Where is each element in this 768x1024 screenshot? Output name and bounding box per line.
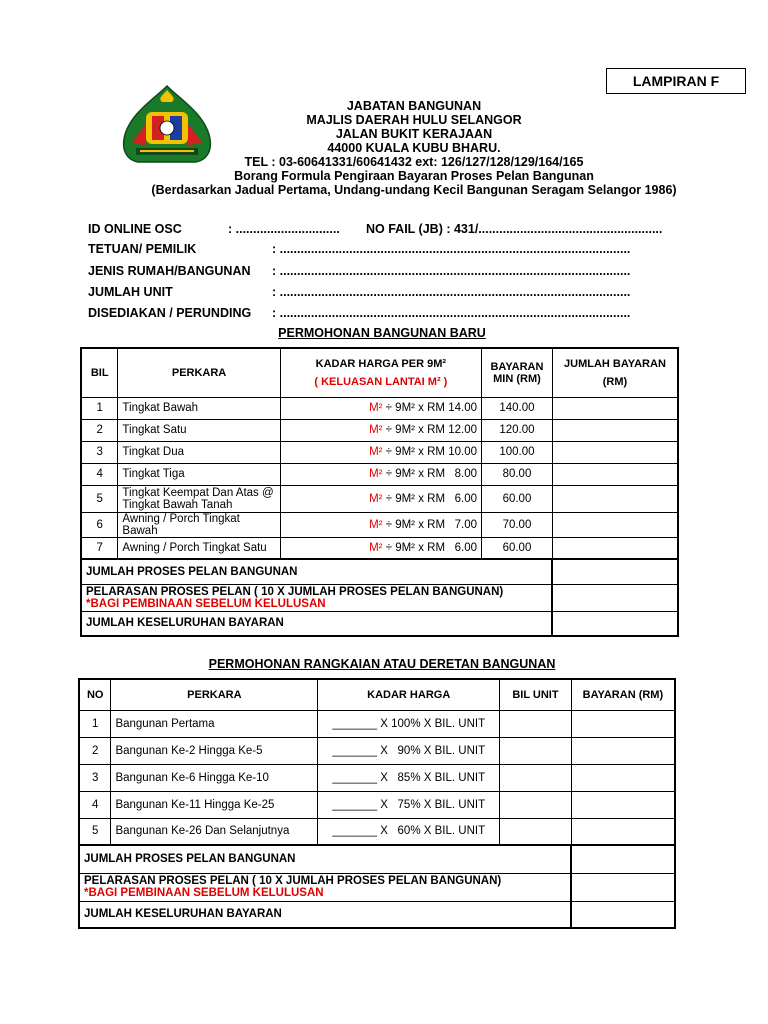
jumlah-unit-label: JUMLAH UNIT: [88, 285, 173, 299]
row-min: 60.00: [482, 485, 553, 512]
col-kadar: KADAR HARGA PER 9M²: [315, 357, 447, 370]
table-row: [81, 512, 678, 537]
pelarasan-input[interactable]: [552, 584, 678, 611]
col-kadar-sub: ( KELUASAN LANTAI M² ): [314, 375, 448, 388]
table-row: [79, 818, 675, 845]
header-street: JALAN BUKIT KERAJAAN: [335, 127, 493, 141]
col-bil-unit: BIL UNIT: [500, 679, 572, 710]
row-min: 120.00: [482, 419, 553, 441]
keseluruhan-label: JUMLAH KESELURUHAN BAYARAN: [79, 901, 571, 928]
col-kadar: KADAR HARGA: [318, 679, 500, 710]
id-online-label: ID ONLINE OSC: [88, 222, 182, 236]
row-bayaran-input[interactable]: [571, 737, 675, 764]
lampiran-label: LAMPIRAN F: [606, 68, 746, 94]
row-bil: 6: [81, 512, 118, 537]
pelarasan-label: PELARASAN PROSES PELAN ( 10 X JUMLAH PROSES PELAN BANGUNAN): [86, 585, 504, 598]
header-council: MAJLIS DAERAH HULU SELANGOR: [306, 113, 522, 127]
row-no: 1: [79, 710, 111, 737]
tetuan-input[interactable]: : .....................................................................................................: [272, 242, 631, 256]
row-amount-input[interactable]: [552, 537, 678, 559]
row-formula: ÷ 9M² x RM 6.00: [382, 541, 477, 554]
table-row: [81, 537, 678, 559]
total-proses-label: JUMLAH PROSES PELAN BANGUNAN: [79, 845, 571, 873]
table-row: [81, 485, 678, 512]
row-min: 70.00: [482, 512, 553, 537]
row-building-table: [78, 678, 676, 929]
section1-title: PERMOHONAN BANGUNAN BARU: [278, 326, 486, 340]
row-formula: ÷ 9M² x RM 7.00: [382, 518, 477, 531]
col-bayaran: BAYARAN (RM): [571, 679, 675, 710]
keseluruhan-label: JUMLAH KESELURUHAN BAYARAN: [81, 611, 552, 636]
header-legal-basis: (Berdasarkan Jadual Pertama, Undang-undang Kecil Bangunan Seragam Selangor 1986): [151, 183, 677, 197]
row-kadar: _______ X 100% X BIL. UNIT: [318, 710, 500, 737]
disediakan-label: DISEDIAKAN / PERUNDING: [88, 306, 252, 320]
col-bayaran: BAYARAN: [490, 360, 544, 373]
keseluruhan-input[interactable]: [571, 901, 675, 928]
bagi-note: *BAGI PEMBINAAN SEBELUM KELULUSAN: [86, 597, 326, 610]
col-jumlah-sub: (RM): [602, 375, 628, 388]
table-row: [79, 710, 675, 737]
header-tel: TEL : 03-60641331/60641432 ext: 126/127/128/129/164/165: [244, 155, 584, 169]
row-bil: 5: [81, 485, 118, 512]
col-bayaran-sub: MIN (RM): [493, 372, 541, 385]
row-min: 80.00: [482, 463, 553, 485]
total-proses-label: JUMLAH PROSES PELAN BANGUNAN: [81, 559, 552, 584]
total-proses-input[interactable]: [552, 559, 678, 584]
row-perkara: Tingkat Tiga: [118, 463, 280, 485]
section2-title: PERMOHONAN RANGKAIAN ATAU DERETAN BANGUNAN: [208, 657, 556, 671]
col-perkara: PERKARA: [111, 679, 318, 710]
row-amount-input[interactable]: [552, 397, 678, 419]
row-m2: M²: [369, 492, 383, 505]
row-bil: 3: [81, 441, 118, 463]
row-amount-input[interactable]: [552, 463, 678, 485]
header-postcode: 44000 KUALA KUBU BHARU.: [327, 141, 501, 155]
row-perkara: Bangunan Pertama: [111, 710, 318, 737]
col-perkara: PERKARA: [118, 348, 280, 397]
row-bil-unit-input[interactable]: [500, 737, 572, 764]
row-min: 140.00: [482, 397, 553, 419]
col-no: NO: [79, 679, 111, 710]
row-formula: ÷ 9M² x RM 14.00: [382, 402, 477, 414]
row-amount-input[interactable]: [552, 485, 678, 512]
row-bil: 1: [81, 397, 118, 419]
row-bil-unit-input[interactable]: [500, 818, 572, 845]
table-row: [81, 419, 678, 441]
row-perkara: Bangunan Ke-2 Hingga Ke-5: [111, 737, 318, 764]
jumlah-unit-input[interactable]: : .....................................................................................................: [272, 285, 631, 299]
row-formula: ÷ 9M² x RM 8.00: [382, 468, 477, 480]
tetuan-label: TETUAN/ PEMILIK: [88, 242, 197, 256]
table-row: [79, 791, 675, 818]
new-building-table: [80, 347, 679, 637]
no-fail-input[interactable]: NO FAIL (JB) : 431/.....................................................: [366, 222, 663, 236]
row-bil-unit-input[interactable]: [500, 764, 572, 791]
row-amount-input[interactable]: [552, 419, 678, 441]
row-no: 2: [79, 737, 111, 764]
header-form-title: Borang Formula Pengiraan Bayaran Proses Pelan Bangunan: [234, 169, 594, 183]
row-bayaran-input[interactable]: [571, 764, 675, 791]
row-perkara: Tingkat Dua: [118, 441, 280, 463]
row-perkara: Awning / Porch Tingkat Satu: [118, 537, 280, 559]
row-bil: 2: [81, 419, 118, 441]
row-perkara: Bangunan Ke-6 Hingga Ke-10: [111, 764, 318, 791]
keseluruhan-input[interactable]: [552, 611, 678, 636]
row-perkara: Tingkat Bawah: [118, 397, 280, 419]
row-kadar: _______ X 85% X BIL. UNIT: [318, 764, 500, 791]
row-bayaran-input[interactable]: [571, 791, 675, 818]
row-bil-unit-input[interactable]: [500, 710, 572, 737]
table-row: [81, 463, 678, 485]
col-jumlah: JUMLAH BAYARAN: [564, 357, 666, 370]
row-perkara: Tingkat Satu: [118, 419, 280, 441]
row-kadar: _______ X 60% X BIL. UNIT: [318, 818, 500, 845]
row-m2: M²: [369, 402, 383, 414]
row-bil-unit-input[interactable]: [500, 791, 572, 818]
row-bil: 4: [81, 463, 118, 485]
row-formula: ÷ 9M² x RM 12.00: [382, 424, 477, 436]
row-kadar: _______ X 75% X BIL. UNIT: [318, 791, 500, 818]
row-perkara: Tingkat Keempat Dan Atas @ Tingkat Bawah Tanah: [118, 485, 280, 512]
table-row: [79, 764, 675, 791]
bagi-note: *BAGI PEMBINAAN SEBELUM KELULUSAN: [84, 887, 324, 899]
disediakan-input[interactable]: : .....................................................................................................: [272, 306, 631, 320]
pelarasan-input[interactable]: [571, 873, 675, 901]
row-no: 5: [79, 818, 111, 845]
row-perkara: Awning / Porch Tingkat Bawah: [118, 512, 280, 537]
row-no: 4: [79, 791, 111, 818]
row-no: 3: [79, 764, 111, 791]
col-bil: BIL: [81, 348, 118, 397]
header-dept: JABATAN BANGUNAN: [346, 99, 482, 113]
row-min: 100.00: [482, 441, 553, 463]
jenis-input[interactable]: : .....................................................................................................: [272, 264, 631, 278]
row-m2: M²: [369, 424, 383, 436]
row-bil: 7: [81, 537, 118, 559]
row-amount-input[interactable]: [552, 512, 678, 537]
row-formula: ÷ 9M² x RM 6.00: [382, 492, 477, 505]
row-kadar: _______ X 90% X BIL. UNIT: [318, 737, 500, 764]
row-m2: M²: [369, 446, 383, 458]
id-online-input[interactable]: : ..............................: [228, 222, 340, 236]
row-min: 60.00: [482, 537, 553, 559]
row-bayaran-input[interactable]: [571, 710, 675, 737]
pelarasan-label: PELARASAN PROSES PELAN ( 10 X JUMLAH PROSES PELAN BANGUNAN): [84, 875, 502, 887]
row-amount-input[interactable]: [552, 441, 678, 463]
jenis-label: JENIS RUMAH/BANGUNAN: [88, 264, 251, 278]
row-formula: ÷ 9M² x RM 10.00: [382, 446, 477, 458]
total-proses-input[interactable]: [571, 845, 675, 873]
row-perkara: Bangunan Ke-26 Dan Selanjutnya: [111, 818, 318, 845]
table-row: [81, 397, 678, 419]
row-bayaran-input[interactable]: [571, 818, 675, 845]
row-m2: M²: [369, 541, 383, 554]
row-perkara: Bangunan Ke-11 Hingga Ke-25: [111, 791, 318, 818]
row-m2: M²: [369, 518, 383, 531]
table-row: [81, 441, 678, 463]
table-row: [79, 737, 675, 764]
row-m2: M²: [369, 468, 383, 480]
